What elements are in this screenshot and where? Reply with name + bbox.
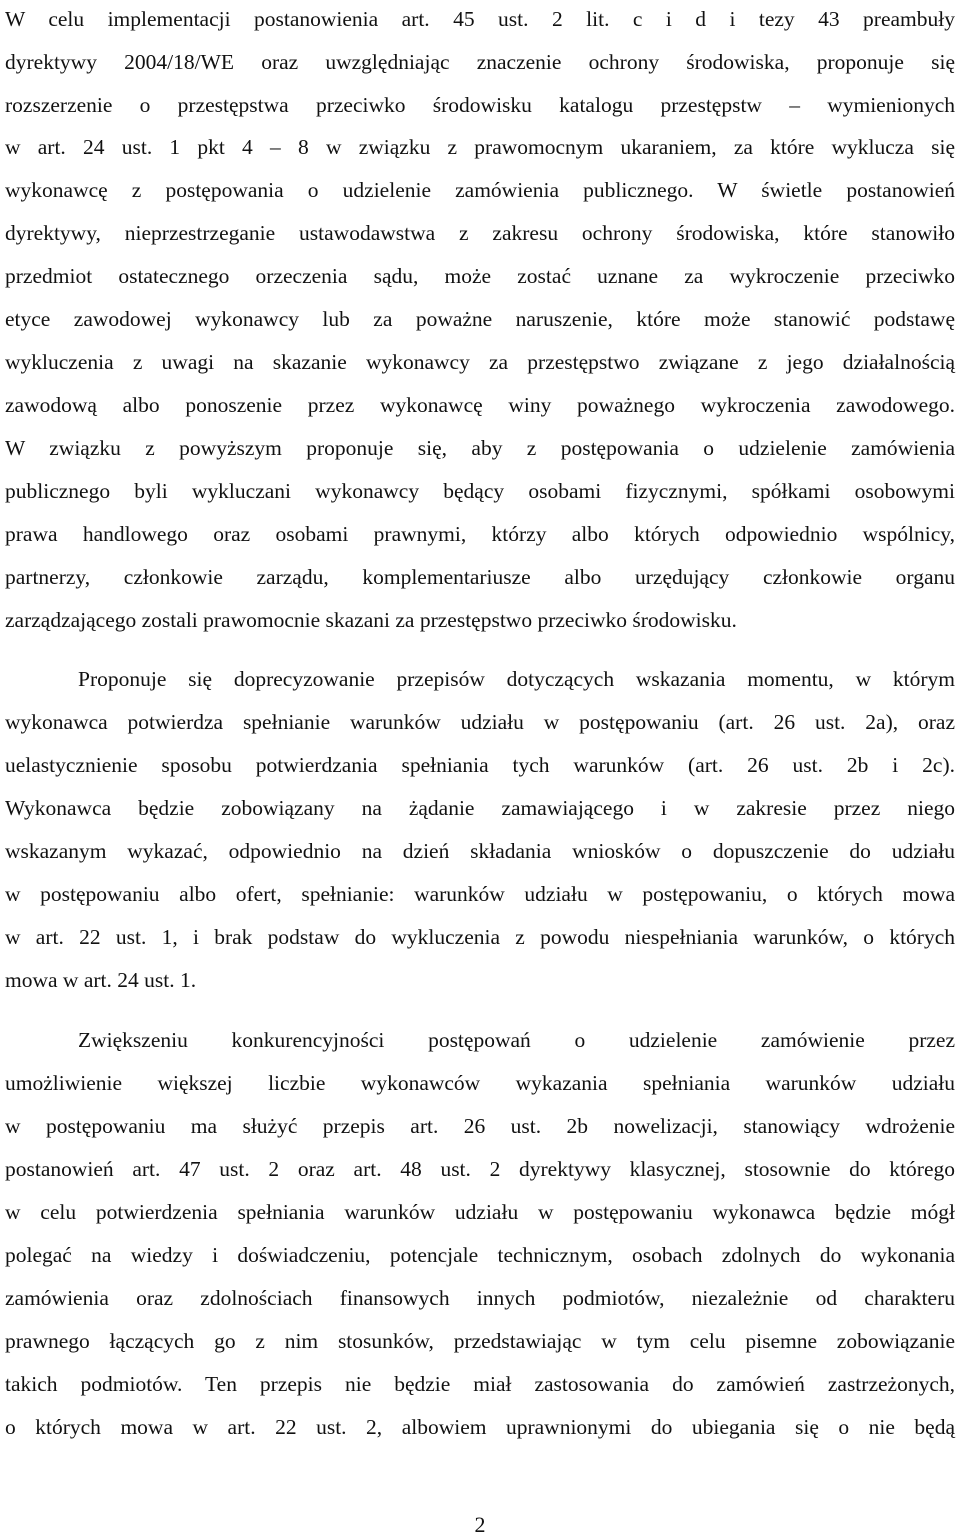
text-line: uelastycznienie sposobu potwierdzania spełniania tych warunków (art. 26 ust. 2b i 2c). [5, 753, 955, 777]
text-line: dyrektywy, nieprzestrzeganie ustawodawstwa z zakresu ochrony środowiska, które stanowiło [5, 221, 955, 245]
text-line: w celu potwierdzenia spełniania warunków udziału w postępowaniu wykonawca będzie mógł [5, 1200, 955, 1224]
text-line: Wykonawca będzie zobowiązany na żądanie zamawiającego i w zakresie przez niego [5, 796, 955, 820]
text-line: w postępowaniu albo ofert, spełnianie: warunków udziału w postępowaniu, o których mowa [5, 882, 955, 906]
text-line: polegać na wiedzy i doświadczeniu, potencjale technicznym, osobach zdolnych do wykonania [5, 1243, 955, 1267]
text-line: rozszerzenie o przestępstwa przeciwko środowisku katalogu przestępstw – wymienionych [5, 93, 955, 117]
text-line: mowa w art. 24 ust. 1. [5, 968, 197, 992]
text-line: zamówienia oraz zdolnościach finansowych innych podmiotów, niezależnie od charakteru [5, 1286, 955, 1310]
text-line: w art. 22 ust. 1, i brak podstaw do wykluczenia z powodu niespełniania warunków, o których [5, 925, 955, 949]
text-line: postanowień art. 47 ust. 2 oraz art. 48 ust. 2 dyrektywy klasycznej, stosownie do którego [5, 1157, 955, 1181]
text-line: takich podmiotów. Ten przepis nie będzie miał zastosowania do zamówień zastrzeżonych, [5, 1372, 955, 1396]
text-line: W celu implementacji postanowienia art. 45 ust. 2 lit. c i d i tezy 43 preambuły [5, 7, 955, 31]
text-line: wykonawcę z postępowania o udzielenie zamówienia publicznego. W świetle postanowień [5, 178, 955, 202]
text-line: W związku z powyższym proponuje się, aby z postępowania o udzielenie zamówienia [5, 436, 955, 460]
text-line: etyce zawodowej wykonawcy lub za poważne naruszenie, które może stanowić podstawę [5, 307, 955, 331]
text-line: przedmiot ostatecznego orzeczenia sądu, może zostać uznane za wykroczenie przeciwko [5, 264, 955, 288]
text-line: prawnego łączących go z nim stosunków, przedstawiając w tym celu pisemne zobowiązanie [5, 1329, 955, 1353]
text-line: Zwiększeniu konkurencyjności postępowań o udzielenie zamówienie przez [78, 1028, 955, 1052]
page-number: 2 [474, 1512, 486, 1537]
text-line: zarządzającego zostali prawomocnie skazani za przestępstwo przeciwko środowisku. [5, 608, 737, 632]
text-line: umożliwienie większej liczbie wykonawców wykazania spełniania warunków udziału [5, 1071, 955, 1095]
text-line: zawodową albo ponoszenie przez wykonawcę winy poważnego wykroczenia zawodowego. [5, 393, 955, 417]
text-line: prawa handlowego oraz osobami prawnymi, którzy albo których odpowiednio wspólnicy, [5, 522, 955, 546]
text-line: dyrektywy 2004/18/WE oraz uwzględniając znaczenie ochrony środowiska, proponuje się [5, 50, 955, 74]
text-line: publicznego byli wykluczani wykonawcy będący osobami fizycznymi, spółkami osobowymi [5, 479, 955, 503]
text-line: w postępowaniu ma służyć przepis art. 26 ust. 2b nowelizacji, stanowiący wdrożenie [5, 1114, 955, 1138]
text-line: wykluczenia z uwagi na skazanie wykonawcy za przestępstwo związane z jego działalnością [5, 350, 955, 374]
text-line: partnerzy, członkowie zarządu, komplementariusze albo urzędujący członkowie organu [5, 565, 955, 589]
text-line: o których mowa w art. 22 ust. 2, albowiem uprawnionymi do ubiegania się o nie będą [5, 1415, 955, 1439]
text-line: wskazanym wykazać, odpowiednio na dzień składania wniosków o dopuszczenie do udziału [5, 839, 955, 863]
text-line: w art. 24 ust. 1 pkt 4 – 8 w związku z prawomocnym ukaraniem, za które wyklucza się [5, 135, 955, 159]
text-line: Proponuje się doprecyzowanie przepisów dotyczących wskazania momentu, w którym [78, 667, 955, 691]
text-line: wykonawca potwierdza spełnianie warunków udziału w postępowaniu (art. 26 ust. 2a), oraz [5, 710, 955, 734]
